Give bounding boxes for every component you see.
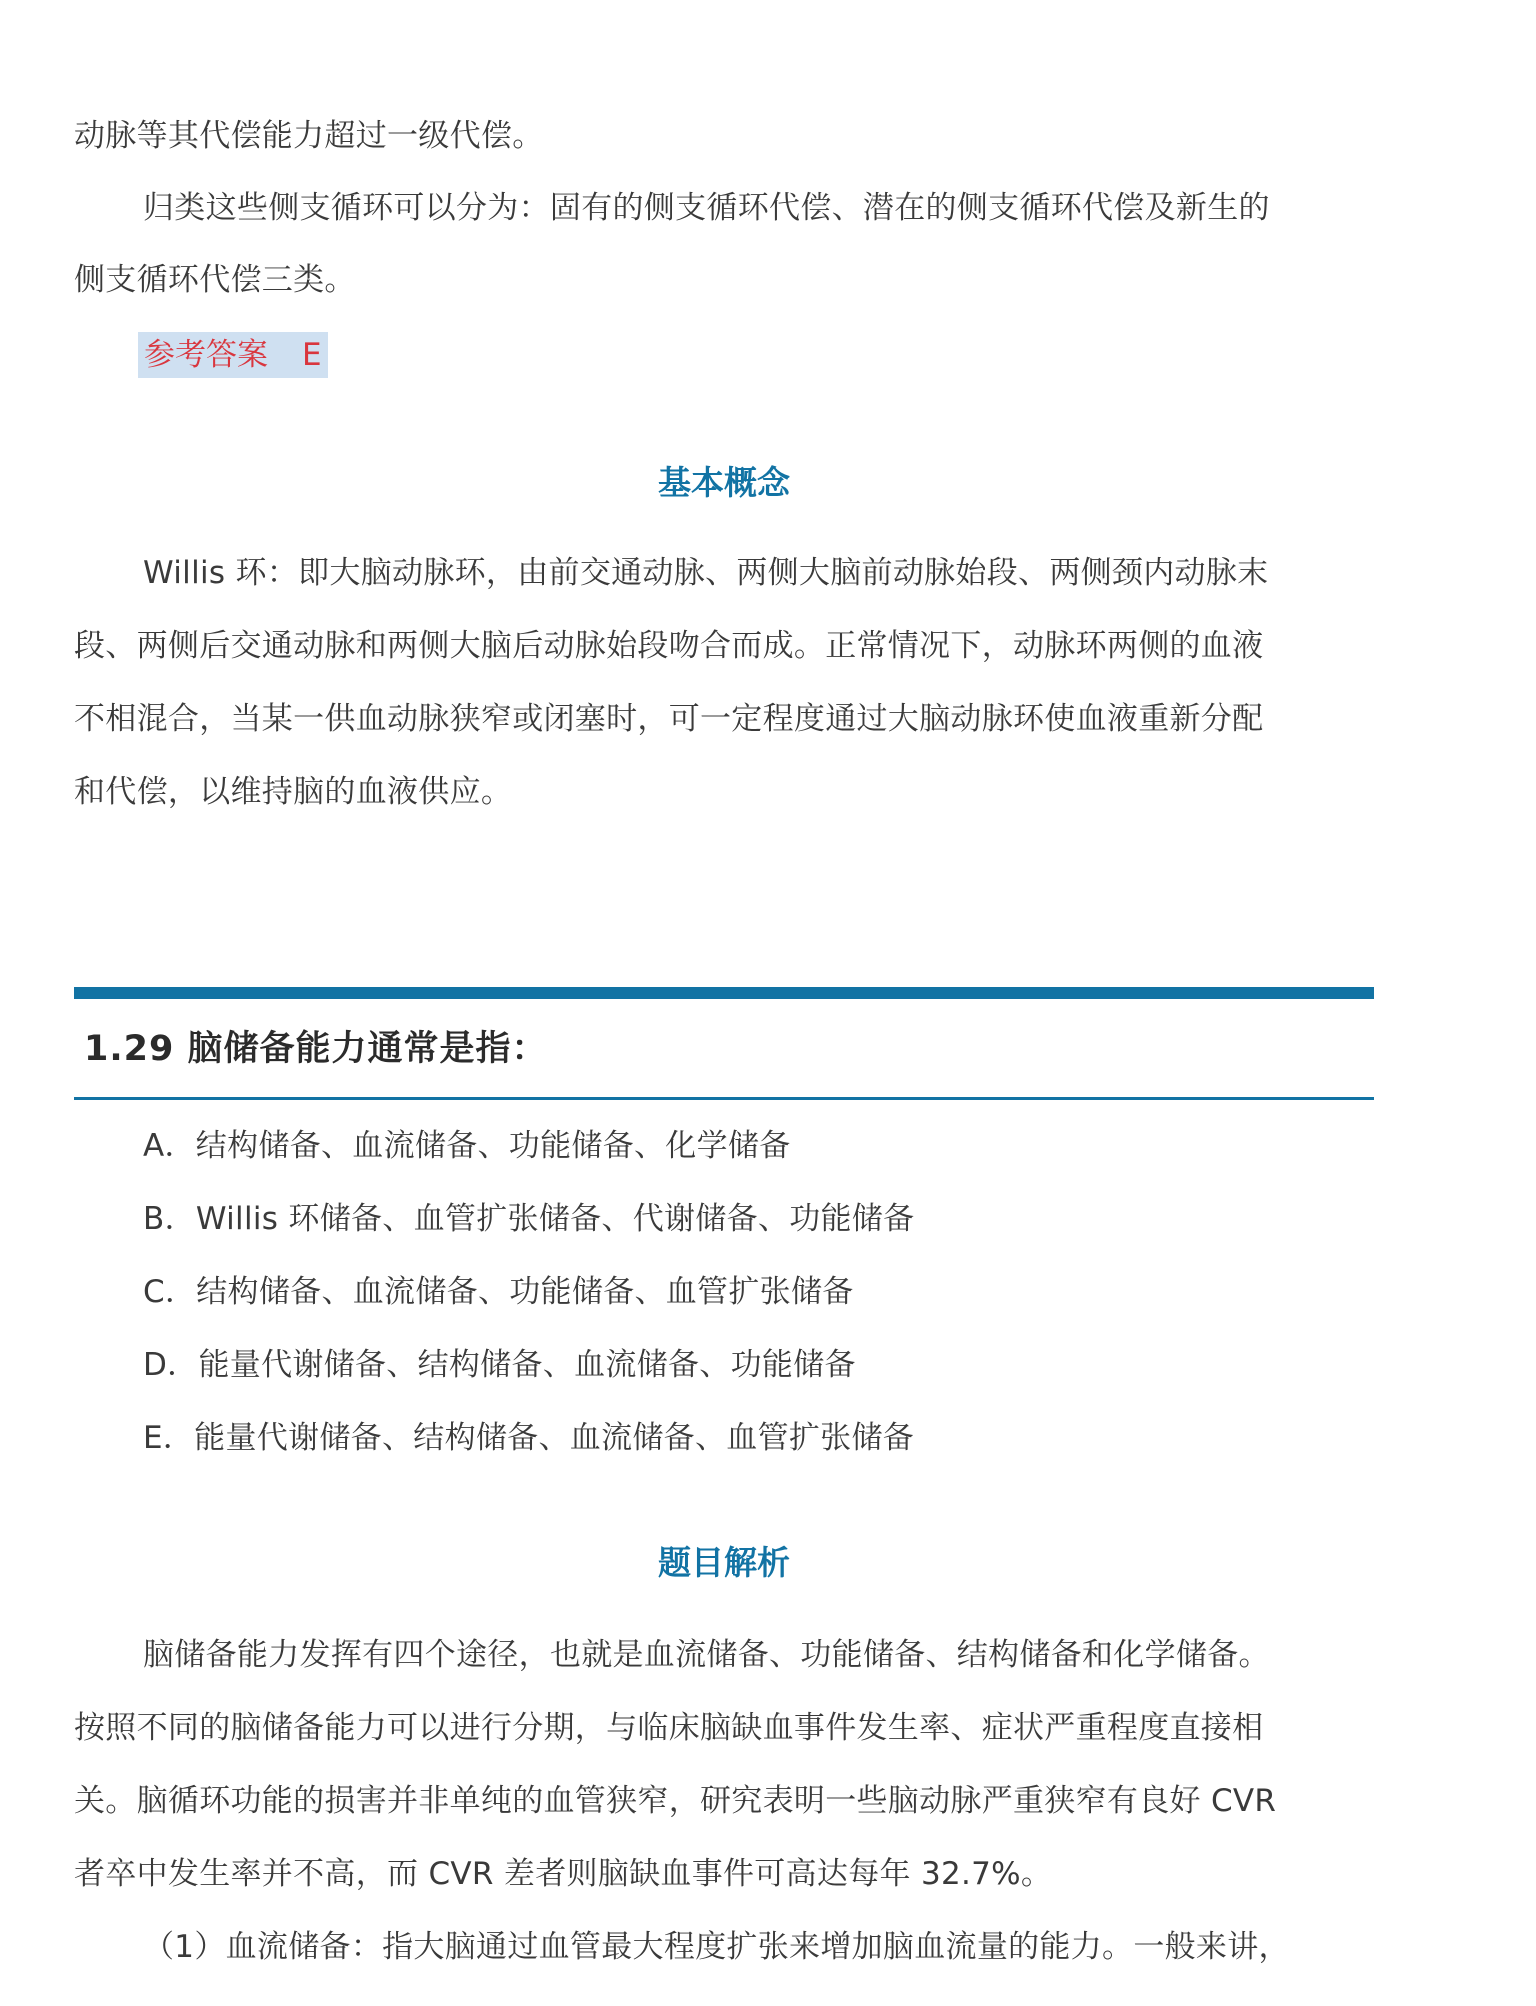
concept-line-2: 段、两侧后交通动脉和两侧大脑后动脉始段吻合而成。正常情况下，动脉环两侧的血液 — [74, 628, 1264, 664]
question-bottom-divider — [74, 1097, 1374, 1100]
analysis-line-3: 关。脑循环功能的损害并非单纯的血管狭窄，研究表明一些脑动脉严重狭窄有良好 CVR — [74, 1783, 1277, 1819]
intro-line-2: 归类这些侧支循环可以分为：固有的侧支循环代偿、潜在的侧支循环代偿及新生的 — [143, 190, 1270, 226]
question-top-divider — [74, 987, 1374, 999]
analysis-line-2: 按照不同的脑储备能力可以进行分期，与临床脑缺血事件发生率、症状严重程度直接相 — [74, 1710, 1264, 1746]
analysis-line-4: 者卒中发生率并不高，而 CVR 差者则脑缺血事件可高达每年 32.7%。 — [74, 1856, 1053, 1892]
answer-label: 参考答案 — [144, 337, 268, 373]
reference-answer — [138, 332, 328, 378]
question-title: 1.29 脑储备能力通常是指： — [84, 1029, 548, 1069]
analysis-heading: 题目解析 — [658, 1543, 790, 1582]
option-c: C．结构储备、血流储备、功能储备、血管扩张储备 — [143, 1274, 854, 1310]
option-a: A．结构储备、血流储备、功能储备、化学储备 — [143, 1128, 791, 1164]
concept-line-3: 不相混合，当某一供血动脉狭窄或闭塞时，可一定程度通过大脑动脉环使血液重新分配 — [74, 701, 1264, 737]
option-e: E．能量代谢储备、结构储备、血流储备、血管扩张储备 — [143, 1420, 915, 1456]
basic-concept-heading: 基本概念 — [658, 463, 790, 502]
concept-line-4: 和代偿，以维持脑的血液供应。 — [74, 774, 513, 810]
analysis-line-1: 脑储备能力发挥有四个途径，也就是血流储备、功能储备、结构储备和化学储备。 — [143, 1637, 1270, 1673]
option-d: D．能量代谢储备、结构储备、血流储备、功能储备 — [143, 1347, 856, 1383]
intro-line-3: 侧支循环代偿三类。 — [74, 262, 356, 298]
answer-value: E — [302, 337, 322, 373]
concept-line-1: Willis 环：即大脑动脉环，由前交通动脉、两侧大脑前动脉始段、两侧颈内动脉末 — [143, 555, 1269, 591]
analysis-line-5: （1）血流储备：指大脑通过血管最大程度扩张来增加脑血流量的能力。一般来讲， — [143, 1929, 1290, 1965]
intro-line-1: 动脉等其代偿能力超过一级代偿。 — [74, 118, 544, 154]
option-b: B．Willis 环储备、血管扩张储备、代谢储备、功能储备 — [143, 1201, 915, 1237]
